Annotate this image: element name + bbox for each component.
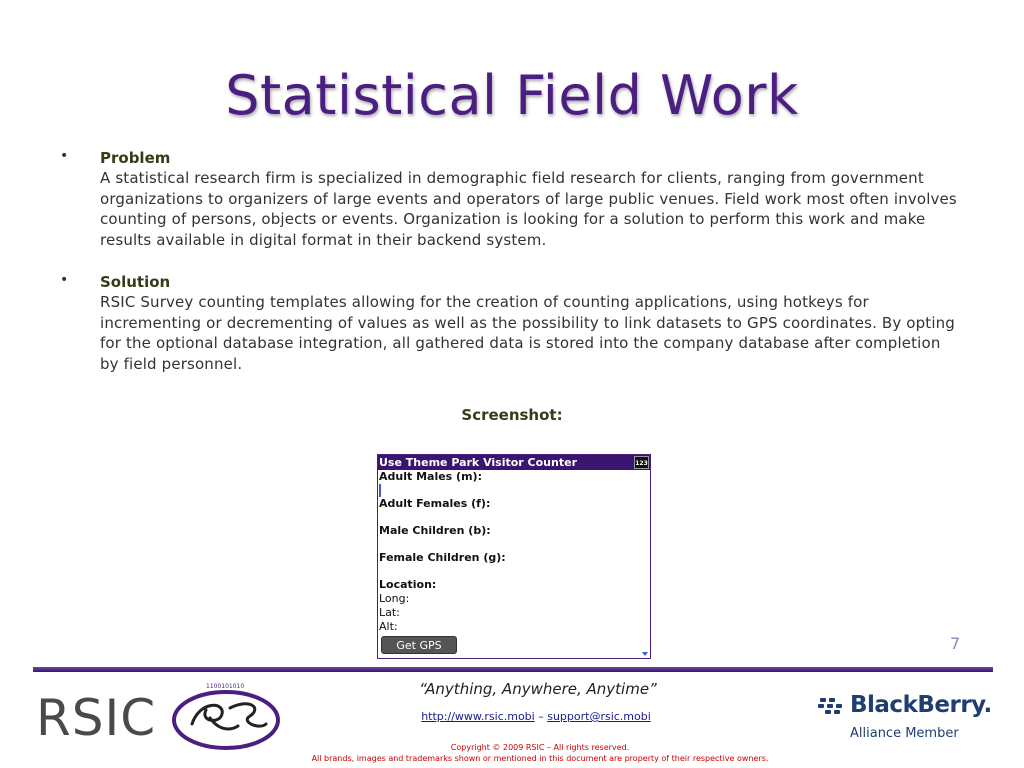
- bullet-dot: •: [60, 148, 69, 164]
- rsic-logo: RSIC: [36, 689, 157, 747]
- emblem-digits: 1100101010: [206, 683, 245, 690]
- blackberry-wordmark: BlackBerry.: [850, 692, 992, 718]
- blackberry-alliance-logo: [818, 690, 993, 750]
- bullet-heading-solution: Solution: [100, 273, 171, 291]
- alliance-member-label: Alliance Member: [850, 726, 959, 741]
- copyright-line: Copyright © 2009 RSIC – All rights reserved.: [450, 743, 630, 752]
- field-label-adult-males: Adult Males (m):: [379, 470, 482, 483]
- field-input-male-children[interactable]: [378, 538, 650, 551]
- footer-divider: [33, 667, 993, 672]
- field-label-adult-females: Adult Females (f):: [379, 497, 491, 510]
- page-number: 7: [950, 634, 961, 653]
- support-email-link[interactable]: support@rsic.mobi: [547, 710, 651, 723]
- trademark-notice: All brands, images and trademarks shown or mentioned in this document are property of their respective owners.: [311, 754, 769, 763]
- slide-title: Statistical Field Work: [225, 64, 799, 127]
- link-separator: –: [538, 710, 544, 723]
- device-title-bar: [378, 455, 650, 470]
- screenshot-label: Screenshot:: [461, 406, 563, 424]
- bullet-text-problem: A statistical research firm is specialized in demographic field research for clients, ranging from government organizations to organizers of large events and operators of large public venues. Field work most often involves counting of persons, objects or events. Organization is looking for a solution to perform this work and make results available in digital format in their backend system.: [100, 169, 957, 249]
- get-gps-button[interactable]: Get GPS: [381, 636, 457, 654]
- coord-alt: Alt:: [379, 620, 398, 633]
- bullet-text-solution: RSIC Survey counting templates allowing for the creation of counting applications, using hotkeys for incrementing or decrementing of values as well as the possibility to link datasets to GPS coordinates. By opting for the optional database integration, all gathered data is stored into the company database after completion by field personnel.: [100, 293, 955, 373]
- field-input-adult-males[interactable]: [378, 484, 650, 497]
- field-label-male-children: Male Children (b):: [379, 524, 491, 537]
- coord-long: Long:: [379, 592, 410, 605]
- bullet-dot: •: [60, 272, 69, 288]
- bullet-solution: [60, 272, 960, 374]
- bullet-heading-problem: Problem: [100, 149, 171, 167]
- scroll-down-icon[interactable]: [642, 652, 648, 656]
- blackberry-icon: [818, 696, 848, 716]
- coord-lat: Lat:: [379, 606, 400, 619]
- input-mode-badge: 123: [634, 456, 649, 469]
- website-link[interactable]: http://www.rsic.mobi: [421, 710, 535, 723]
- field-input-adult-females[interactable]: [378, 511, 650, 524]
- location-label: Location:: [379, 578, 437, 591]
- bullet-list: [60, 148, 960, 396]
- tagline: “Anything, Anywhere, Anytime”: [419, 680, 657, 698]
- device-screenshot: [377, 454, 651, 659]
- bullet-problem: [60, 148, 960, 250]
- field-label-female-children: Female Children (g):: [379, 551, 506, 564]
- field-input-female-children[interactable]: [378, 565, 650, 578]
- device-title: Use Theme Park Visitor Counter: [379, 456, 577, 469]
